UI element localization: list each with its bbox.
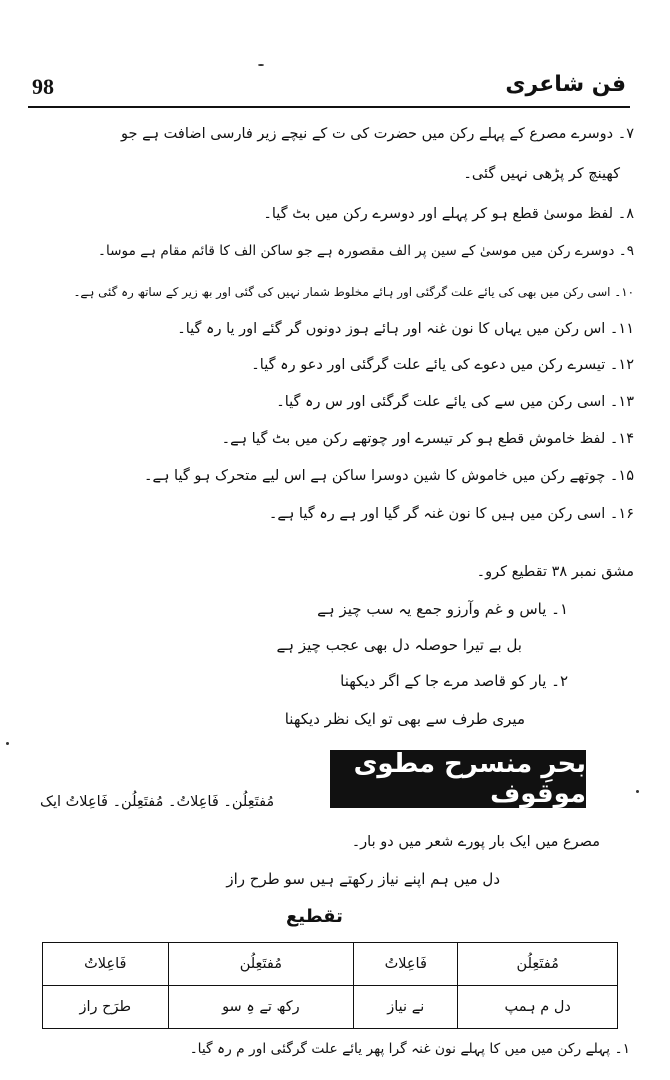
page-number: 98: [32, 74, 54, 99]
note-line: ۷۔ دوسرے مصرع کے پہلے رکن میں حضرت کی ت کے نیچے زیر فارسی اضافت ہے جو: [121, 126, 634, 142]
note-line: کھینچ کر پڑھی نہیں گئی۔: [463, 166, 620, 182]
taqti-title: تقطیع: [286, 906, 343, 927]
exercise-verse: بل بے تیرا حوصلہ دل بھی عجب چیز ہے: [276, 636, 522, 654]
note-line: ۱۲۔ تیسرے رکن میں دعوے کی یائے علت گرگئی اور دعو رہ گیا۔: [251, 357, 634, 373]
scan-speck: [6, 742, 9, 745]
table-row: [43, 943, 618, 986]
table-cell: مُفتَعِلُن: [168, 943, 353, 986]
note-line: ۱۶۔ اسی رکن میں ہیں کا نون غنہ گر گیا اور ہے رہ گیا ہے۔: [268, 506, 634, 522]
exercise-verse: میری طرف سے بھی تو ایک نظر دیکھنا: [284, 710, 525, 728]
footnote: ۱۔ پہلے رکن میں میں کا پہلے نون غنہ گرا پھر یائے علت گرگئی اور م رہ گیا۔: [189, 1041, 630, 1057]
exercise-verse: ۲۔ یار کو قاصد مرے جا کے اگر دیکھنا: [340, 672, 568, 690]
bahr-intro: مصرع میں ایک بار پورے شعر میں دو بار۔: [351, 834, 600, 850]
scan-speck: [636, 790, 639, 793]
table-cell: مُفتَعِلُن: [458, 943, 618, 986]
table-cell: طرَح راز: [43, 986, 169, 1029]
taqti-table: [42, 942, 618, 1029]
exercise-heading: مشق نمبر ۳۸ تقطیع کرو۔: [476, 564, 634, 580]
page-header: [28, 66, 630, 108]
note-line: ۱۱۔ اس رکن میں یہاں کا نون غنہ اور ہائے ہوز دونوں گر گئے اور یا رہ گیا۔: [177, 321, 634, 337]
note-line: ۹۔ دوسرے رکن میں موسیٰ کے سین پر الف مقصورہ ہے جو ساکن الف کا قائم مقام ہے موسا۔: [98, 243, 634, 259]
note-line: ۱۴۔ لفظ خاموش قطع ہو کر تیسرے اور چوتھے رکن میں بٹ گیا ہے۔: [221, 431, 634, 447]
table-cell: رکھ تے ہِ سو: [168, 986, 353, 1029]
note-line: ۱۰۔ اسی رکن میں بھی کی یائے علت گرگئی اور ہائے مخلوط شمار نہیں کی گئی اور بھ زیر کے ساتھ رہ گئی ہے۔: [73, 285, 634, 299]
note-line: ۸۔ لفظ موسیٰ قطع ہو کر پہلے اور دوسرے رکن میں بٹ گیا۔: [263, 206, 634, 222]
note-line: ۱۵۔ چوتھے رکن میں خاموش کا شین دوسرا ساکن ہے اس لیے متحرک ہو گیا ہے۔: [143, 468, 634, 484]
table-cell: فَاعِلاتُ: [354, 943, 458, 986]
bahr-example-verse: دل میں ہم اپنے نیاز رکھتے ہیں سو طرح راز: [226, 870, 500, 888]
bahr-title: بحرِ منسرح مطوی موقوف: [353, 749, 586, 809]
table-cell: نے نیاز: [354, 986, 458, 1029]
table-cell: دل م ہمپ: [458, 986, 618, 1029]
note-line: ۱۳۔ اسی رکن میں سے کی یائے علت گرگئی اور س رہ گیا۔: [276, 394, 634, 410]
bahr-title-box: [330, 750, 586, 808]
exercise-verse: ۱۔ یاس و غم وآرزو جمع یہ سب چیز ہے: [317, 600, 568, 618]
bahr-arkan: مُفتَعِلُن۔ فَاعِلاتُ۔ مُفتَعِلُن۔ فَاعِلاتُ ایک: [40, 794, 275, 810]
page-title: فن شاعری: [505, 72, 626, 97]
table-row: [43, 986, 618, 1029]
scan-speck: [258, 64, 264, 66]
table-cell: فَاعِلاتُ: [43, 943, 169, 986]
